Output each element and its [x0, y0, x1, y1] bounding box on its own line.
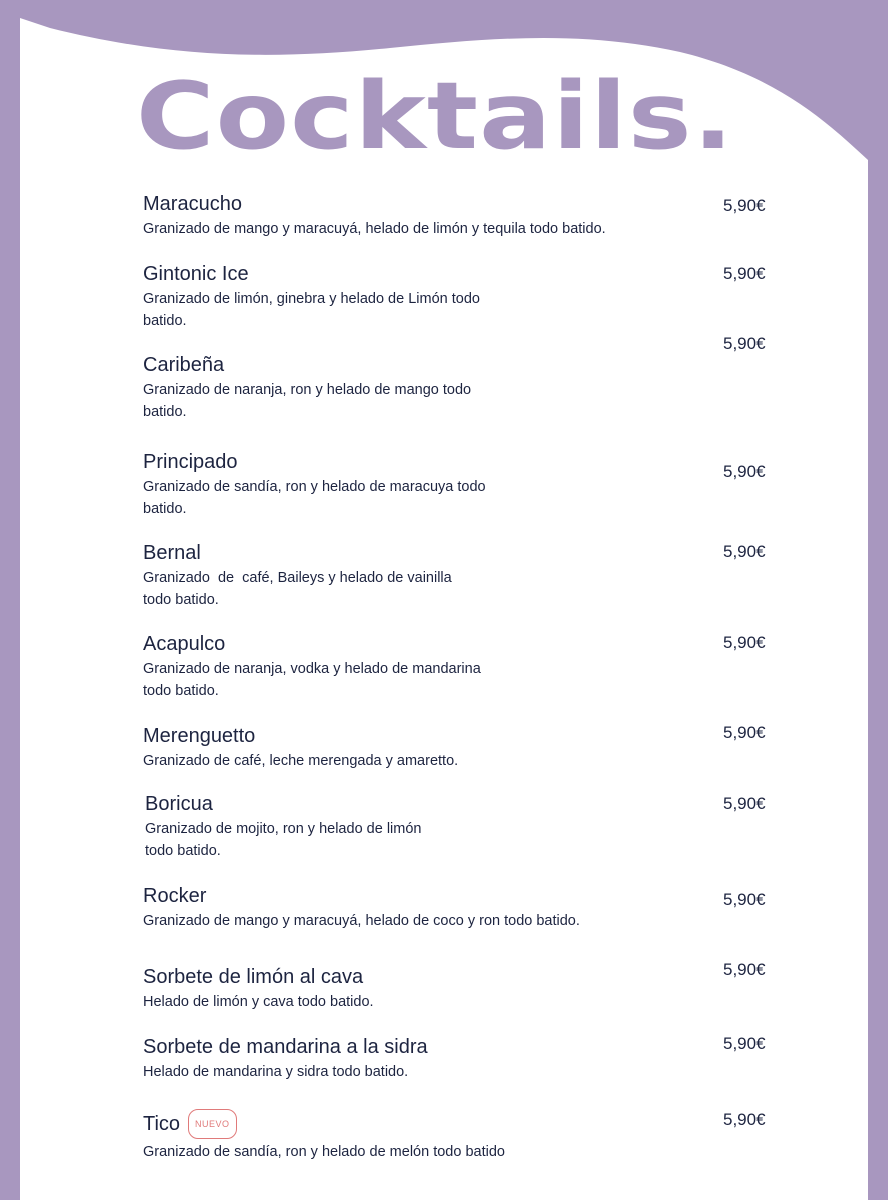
- item-price: 5,90€: [723, 633, 766, 652]
- menu-item-bernal: [143, 541, 663, 611]
- menu-item-sorbete-mandarina: [143, 1035, 663, 1083]
- item-description: Granizado de café, Baileys y helado de vainilla todo batido.: [143, 570, 452, 608]
- item-description: Granizado de sandía, ron y helado de melón todo batido: [143, 1144, 505, 1160]
- item-price: 5,90€: [723, 334, 766, 353]
- item-description: Granizado de naranja, vodka y helado de mandarina todo batido.: [143, 661, 481, 699]
- item-description: Helado de mandarina y sidra todo batido.: [143, 1064, 409, 1080]
- item-price: 5,90€: [723, 1110, 766, 1129]
- item-name: Gintonic Ice: [143, 263, 249, 285]
- item-description: Granizado de mango y maracuyá, helado de coco y ron todo batido.: [143, 913, 580, 929]
- item-name: Caribeña: [143, 354, 225, 376]
- menu-item-tico: [143, 1109, 663, 1163]
- item-description: Granizado de naranja, ron y helado de mango todo batido.: [143, 382, 472, 420]
- item-name: Acapulco: [143, 633, 226, 655]
- menu-item-boricua: [145, 792, 665, 862]
- item-name: Rocker: [143, 885, 207, 907]
- item-price: 5,90€: [723, 264, 766, 283]
- item-name: Maracucho: [143, 193, 242, 215]
- page-title: Cocktails.: [136, 61, 735, 171]
- item-name: Bernal: [143, 542, 201, 564]
- item-name: Boricua: [145, 793, 213, 815]
- menu-item-merenguetto: [143, 724, 663, 772]
- menu-item-maracucho: [143, 192, 663, 240]
- menu-item-rocker: [143, 884, 703, 932]
- new-badge: NUEVO: [188, 1109, 237, 1139]
- item-price: 5,90€: [723, 1034, 766, 1053]
- menu-item-gintonic-ice: [143, 262, 663, 332]
- item-price: 5,90€: [723, 960, 766, 979]
- item-price: 5,90€: [723, 723, 766, 742]
- item-name: Tico NUEVO: [143, 1109, 663, 1139]
- item-description: Granizado de mango y maracuyá, helado de limón y tequila todo batido.: [143, 221, 606, 237]
- menu-item-acapulco: [143, 632, 663, 702]
- item-price: 5,90€: [723, 542, 766, 561]
- item-description: Granizado de mojito, ron y helado de limón todo batido.: [145, 821, 422, 859]
- item-price: 5,90€: [723, 196, 766, 215]
- item-name: Sorbete de mandarina a la sidra: [143, 1036, 428, 1058]
- item-price: 5,90€: [723, 890, 766, 909]
- menu-item-principado: [143, 450, 663, 520]
- menu-item-sorbete-limon: [143, 965, 663, 1013]
- item-name: Principado: [143, 451, 238, 473]
- item-description: Granizado de limón, ginebra y helado de Limón todo batido.: [143, 291, 480, 329]
- item-price: 5,90€: [723, 794, 766, 813]
- item-price: 5,90€: [723, 462, 766, 481]
- item-name: Sorbete de limón al cava: [143, 966, 364, 988]
- item-description: Granizado de café, leche merengada y amaretto.: [143, 753, 459, 769]
- menu-page: [20, 0, 868, 1200]
- menu-item-caribena: [143, 353, 663, 423]
- item-description: Helado de limón y cava todo batido.: [143, 994, 374, 1010]
- item-name: Merenguetto: [143, 725, 256, 747]
- item-description: Granizado de sandía, ron y helado de maracuya todo batido.: [143, 479, 486, 517]
